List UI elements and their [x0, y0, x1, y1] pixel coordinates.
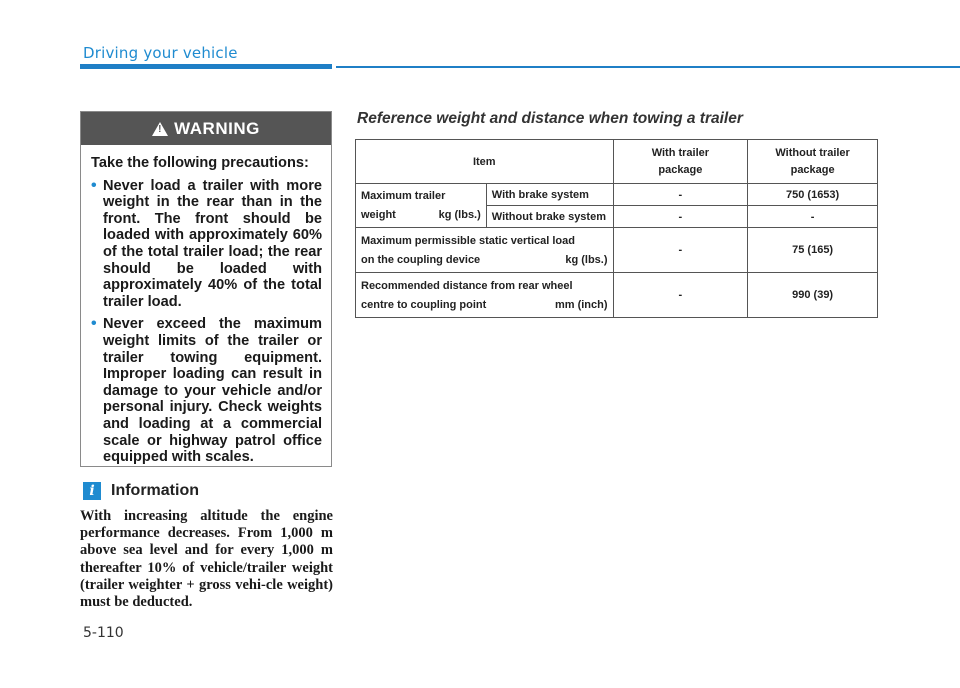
bullet-dot-icon: • — [91, 176, 97, 194]
vertical-load-cell — [356, 228, 614, 273]
header-without-trailer — [748, 140, 878, 184]
reference-table — [355, 139, 878, 318]
nobrake-without-value: - — [748, 206, 878, 228]
header-rule-thin — [336, 66, 960, 68]
header-item: Item — [356, 140, 614, 184]
brake-without-value: 750 (1653) — [748, 184, 878, 206]
distance-without-value: 990 (39) — [748, 273, 878, 318]
table-row — [356, 273, 878, 318]
information-title: Information — [111, 482, 199, 499]
nobrake-with-value: - — [613, 206, 748, 228]
bullet-dot-icon: • — [91, 315, 97, 333]
max-trailer-cell — [356, 184, 487, 228]
vertical-load-label: on the coupling device — [361, 253, 481, 266]
header-with-trailer-line2: package — [658, 164, 703, 176]
header-with-trailer-line1: With trailer — [651, 147, 710, 159]
reference-title: Reference weight and distance when towing a trailer — [357, 110, 743, 127]
brake-label: With brake system — [486, 184, 613, 206]
nobrake-label: Without brake system — [486, 206, 613, 228]
header-rule-thick — [80, 64, 332, 69]
max-trailer-line2 — [361, 209, 481, 221]
distance-with-value: - — [613, 273, 748, 318]
warning-bullet-text: Never exceed the maximum weight limits of the trailer or trailer towing equipment. Improper loading can result in damage to your vehicle and/or personal injury. Check weights and loading at a commercial scale or highway patrol office equipped with scales. — [103, 316, 322, 466]
warning-bullet — [91, 316, 322, 465]
warning-box — [80, 111, 332, 467]
distance-line2 — [361, 299, 608, 311]
distance-line1: Recommended distance from rear wheel — [361, 279, 573, 292]
vertical-with-value: - — [613, 228, 748, 273]
max-trailer-line1: Maximum trailer — [361, 190, 446, 202]
warning-header — [81, 112, 331, 145]
warning-bullet-text: Never load a trailer with more weight in the rear than in the front. The front should be loaded with approximately 60% of the total trailer load; the rear should be loaded with approximately 40% of the total trailer load. — [103, 177, 322, 310]
vertical-load-line2 — [361, 254, 608, 266]
information-text: With increasing altitude the engine performance decreases. From 1,000 m above sea level and for every 1,000 m thereafter 10% of vehicle/trailer weight (trailer weighter + gross vehi-cle weight) must be deducted. — [80, 508, 333, 611]
max-trailer-weight-label: weight — [361, 209, 396, 221]
page-number: 5-110 — [83, 625, 124, 641]
brake-with-value: - — [613, 184, 748, 206]
information-heading — [83, 482, 199, 500]
table-header-row — [356, 140, 878, 184]
header-without-trailer-line2: package — [790, 164, 835, 176]
distance-label: centre to coupling point — [361, 298, 487, 311]
section-title: Driving your vehicle — [83, 44, 238, 62]
header-without-trailer-line1: Without trailer — [775, 147, 850, 159]
vertical-without-value: 75 (165) — [748, 228, 878, 273]
header-with-trailer — [613, 140, 748, 184]
warning-bullet — [91, 178, 322, 311]
distance-cell — [356, 273, 614, 318]
warning-intro: Take the following precautions: — [91, 155, 309, 171]
vertical-load-line1: Maximum permissible static vertical load — [361, 234, 575, 247]
warning-triangle-icon — [152, 122, 168, 136]
warning-title: WARNING — [174, 118, 260, 138]
max-trailer-unit: kg (lbs.) — [438, 209, 481, 221]
table-row — [356, 228, 878, 273]
vertical-load-unit: kg (lbs.) — [565, 253, 608, 266]
info-icon: i — [83, 482, 101, 500]
warning-body — [81, 145, 331, 466]
distance-unit: mm (inch) — [554, 298, 608, 311]
table-row — [356, 184, 878, 206]
